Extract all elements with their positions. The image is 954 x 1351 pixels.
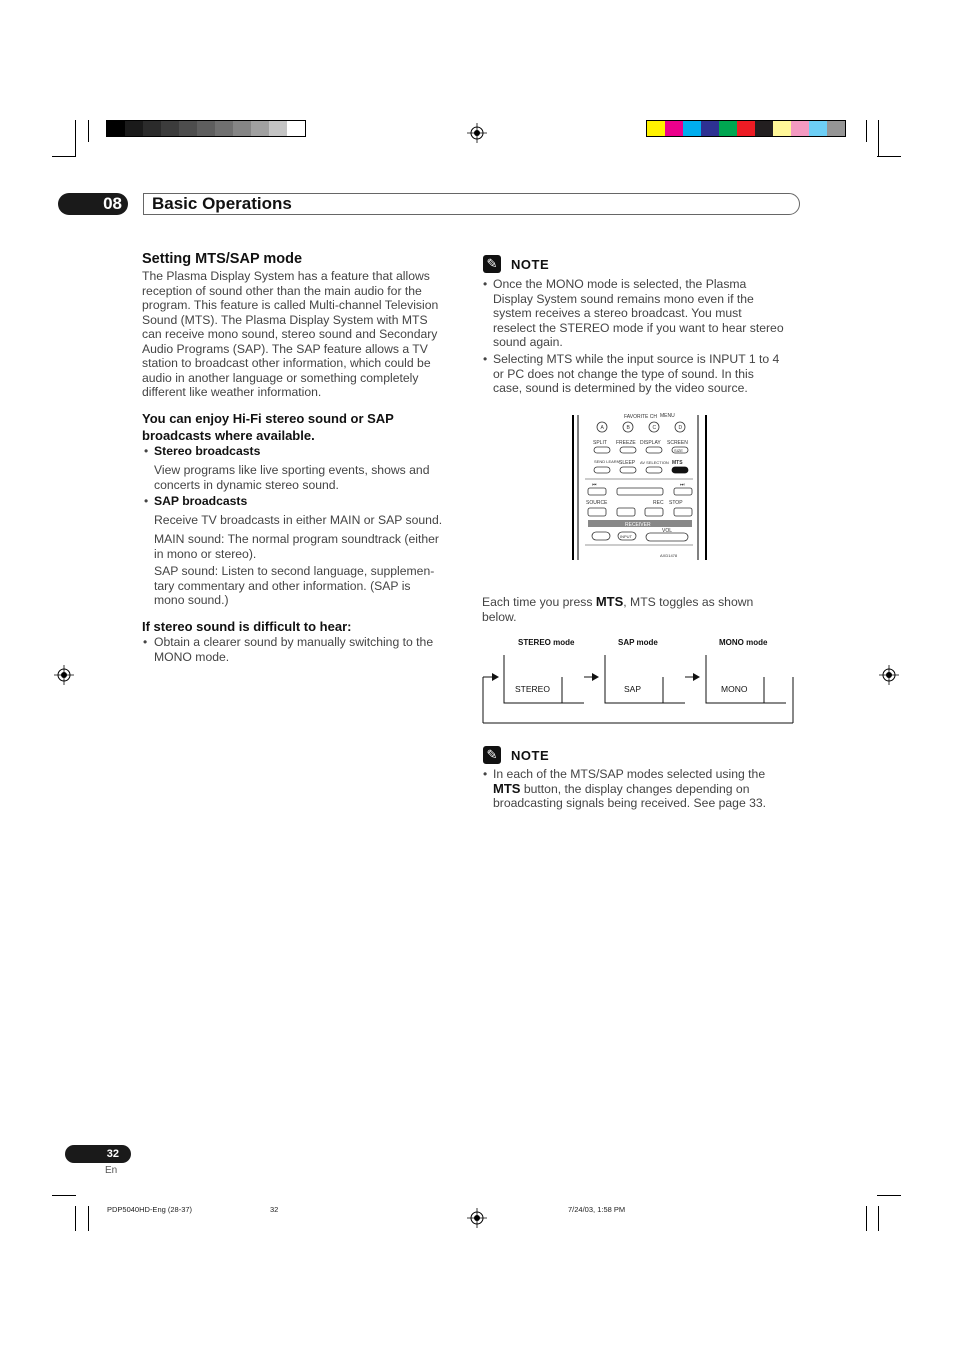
color-swatch <box>701 121 719 136</box>
page-title: Basic Operations <box>152 194 292 213</box>
text-line: audio in another language or something completely <box>142 370 419 385</box>
text-line: MONO mode. <box>154 649 230 664</box>
button-d: D <box>678 425 683 431</box>
text-line: SAP sound: Listen to second language, supplemen- <box>154 564 435 578</box>
favorite-label: FAVORITE CH <box>624 414 657 420</box>
bullet: • <box>483 767 488 781</box>
color-swatch <box>251 121 269 136</box>
text-line: MAIN sound: The normal program soundtrack (either <box>154 532 439 546</box>
color-swatch <box>125 121 143 136</box>
color-swatch <box>665 121 683 136</box>
registration-mark-icon <box>467 1208 487 1228</box>
text-line: Once the MONO mode is selected, the Plasma <box>493 277 747 291</box>
registration-mark-icon <box>879 665 899 685</box>
text-line: reception of sound other than the main audio for the <box>142 283 422 298</box>
pencil-icon: ✎ <box>483 746 501 764</box>
menu-label: MENU <box>660 413 675 419</box>
display-label: DISPLAY <box>640 440 661 446</box>
text-line: broadcasts where available. <box>142 428 315 443</box>
color-swatch <box>809 121 827 136</box>
abcd-buttons <box>597 422 685 432</box>
text-line: In each of the MTS/SAP modes selected using the <box>493 767 766 781</box>
text-fragment: , MTS toggles as shown <box>623 595 754 609</box>
rec-label: REC <box>653 500 664 506</box>
registration-mark-icon <box>467 123 487 143</box>
text-line: Sound (MTS). The Plasma Display System with MTS <box>142 312 428 327</box>
vol-label: VOL <box>662 528 673 534</box>
button-a: A <box>600 425 604 431</box>
text-line: broadcasting signals being received. See page 33. <box>493 796 767 810</box>
color-swatch <box>791 121 809 136</box>
input-label: INPUT <box>620 534 632 539</box>
text-line: Selecting MTS while the input source is INPUT 1 to 4 <box>493 352 780 366</box>
color-bar <box>646 120 846 137</box>
chapter-number: 08 <box>58 193 128 215</box>
sap-text-3 <box>154 564 434 608</box>
color-swatch <box>827 121 845 136</box>
subheading-hifi <box>142 410 394 444</box>
color-swatch <box>287 121 305 136</box>
text-line: below. <box>482 609 517 624</box>
text-line: View programs like live sporting events, shows and <box>154 463 430 477</box>
mts-toggle-text <box>482 595 753 624</box>
print-page-number: 32 <box>270 1205 279 1214</box>
note1-bullet1 <box>493 277 784 350</box>
text-line: station to broadcast other information, which could be <box>142 356 431 370</box>
note2-bullet <box>493 767 766 811</box>
print-date: 7/24/03, 1:58 PM <box>568 1205 626 1214</box>
text-line: reselect the STEREO mode if you want to hear stereo <box>493 320 784 335</box>
sap-box-label: SAP <box>624 684 642 694</box>
note1-bullet2 <box>493 352 779 396</box>
color-swatch <box>143 121 161 136</box>
stop-label: STOP <box>669 500 683 506</box>
sap-mode-label: SAP mode <box>618 638 658 647</box>
text-line: in mono or stereo). <box>154 546 257 561</box>
hear-text <box>154 635 433 664</box>
color-swatch <box>107 121 125 136</box>
text-line: tary commentary and other information. (SAP is <box>154 578 411 593</box>
mono-mode-label: MONO mode <box>719 638 768 647</box>
freeze-label: FREEZE <box>616 440 636 446</box>
bullet: • <box>483 277 488 291</box>
source-label: SOURCE <box>586 500 608 506</box>
color-swatch <box>647 121 665 136</box>
stereo-broadcasts-text <box>154 463 429 492</box>
bullet: • <box>483 352 488 366</box>
stereo-box-label: STEREO <box>515 684 550 694</box>
grayscale-bar <box>106 120 306 137</box>
mts-button <box>672 467 688 473</box>
screen-label: SCREEN <box>667 440 688 446</box>
pencil-icon: ✎ <box>483 255 501 273</box>
mts-word: MTS <box>595 594 624 609</box>
color-swatch <box>269 121 287 136</box>
text-fragment: button, the display changes depending on <box>520 781 750 796</box>
mts-word: MTS <box>493 780 521 796</box>
text-line: The Plasma Display System has a feature that allows <box>142 269 430 283</box>
bullet: • <box>144 494 149 508</box>
text-line: case, sound is determined by the video source. <box>493 381 748 395</box>
page-number: 32 <box>65 1145 131 1163</box>
subheading-difficult: If stereo sound is difficult to hear: <box>142 619 352 634</box>
color-swatch <box>215 121 233 136</box>
size-label: SIZE <box>674 448 683 453</box>
color-swatch <box>233 121 251 136</box>
svg-text:⏮: ⏮ <box>592 482 597 488</box>
note-label: NOTE <box>511 257 550 272</box>
section-heading: Setting MTS/SAP mode <box>142 251 303 267</box>
text-line: sound again. <box>493 335 563 349</box>
av-selection-label: AV SELECTION <box>640 460 669 465</box>
sap-broadcasts-heading: SAP broadcasts <box>154 494 248 508</box>
send-learn-label: SEND LEARN <box>594 459 620 464</box>
color-swatch <box>179 121 197 136</box>
language-label: En <box>105 1165 118 1176</box>
text-line: Display System sound remains mono even if the <box>493 291 754 306</box>
text-line: program. This feature is called Multi-channel Television <box>142 298 439 312</box>
bullet: • <box>144 444 149 458</box>
color-swatch <box>755 121 773 136</box>
color-swatch <box>683 121 701 136</box>
receiver-label: RECEIVER <box>625 522 651 528</box>
sleep-label: SLEEP <box>619 460 636 466</box>
color-swatch <box>773 121 791 136</box>
color-swatch <box>737 121 755 136</box>
registration-mark-icon <box>54 665 74 685</box>
button-b: B <box>626 425 630 431</box>
button-c: C <box>652 425 657 431</box>
text-line: concerts in dynamic stereo sound. <box>154 477 339 492</box>
svg-text:⏭: ⏭ <box>680 482 685 488</box>
intro-paragraph <box>142 269 438 400</box>
bullet: • <box>143 635 148 649</box>
text-line: Audio Programs (SAP). The SAP feature allows a TV <box>142 341 428 356</box>
text-line: Obtain a clearer sound by manually switching to the <box>154 635 434 649</box>
text-line: mono sound.) <box>154 593 229 607</box>
file-name: PDP5040HD-Eng (28-37) <box>107 1205 193 1214</box>
mono-box-label: MONO <box>721 684 748 694</box>
text-line: You can enjoy Hi-Fi stereo sound or SAP <box>142 411 394 426</box>
text-line: different like weather information. <box>142 385 322 399</box>
text-line: or PC does not change the type of sound. In this <box>493 366 754 381</box>
stereo-broadcasts-heading: Stereo broadcasts <box>154 444 261 458</box>
remote-code: AXD1478 <box>660 553 678 558</box>
sap-text-2 <box>154 532 439 561</box>
stereo-mode-label: STEREO mode <box>518 638 575 647</box>
color-swatch <box>197 121 215 136</box>
text-fragment: Each time you press <box>482 595 596 609</box>
text-line: system receives a stereo broadcast. You must <box>493 306 742 320</box>
color-swatch <box>719 121 737 136</box>
remote-control-illustration <box>570 412 710 564</box>
sap-text-1: Receive TV broadcasts in either MAIN or SAP sound. <box>154 513 443 527</box>
note-label: NOTE <box>511 748 550 763</box>
mts-label: MTS <box>672 460 683 466</box>
text-line: can receive mono sound, stereo sound and Secondary <box>142 327 438 341</box>
color-swatch <box>161 121 179 136</box>
split-label: SPLIT <box>593 440 607 446</box>
